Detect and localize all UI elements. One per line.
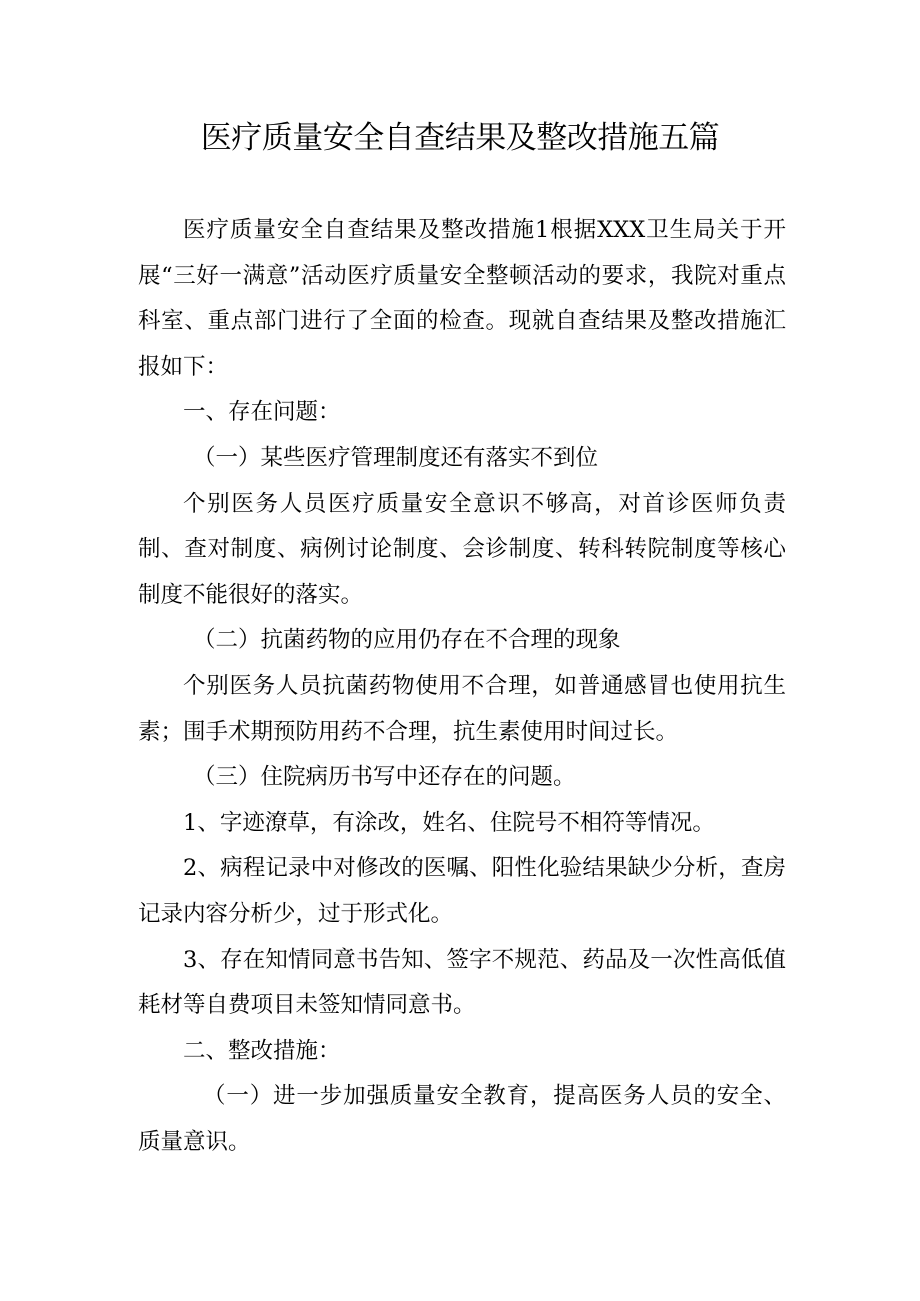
list-item-3: 3、存在知情同意书告知、签字不规范、药品及一次性高低值耗材等自费项目未签知情同意书。 <box>138 946 786 1019</box>
subheading-antibiotics: （二）抗菌药物的应用仍存在不合理的现象 <box>193 627 621 654</box>
subheading-records: （三）住院病历书写中还存在的问题。 <box>193 764 576 791</box>
list-item-2: 2、病程记录中对修改的医嘱、阳性化验结果缺少分析，查房记录内容分析少，过于形式化。 <box>138 855 786 927</box>
list-item-1: 1、字迹潦草，有涂改，姓名、住院号不相符等情况。 <box>183 809 715 836</box>
paragraph-antibiotics: 个别医务人员抗菌药物使用不合理，如普通感冒也使用抗生素；围手术期预防用药不合理，抗生素使用时间过长。 <box>138 672 786 745</box>
paragraph-management: 个别医务人员医疗质量安全意识不够高，对首诊医师负责制、查对制度、病例讨论制度、会诊制度、转科转院制度等核心制度不能很好的落实。 <box>138 490 786 608</box>
section-heading-problems: 一、存在问题： <box>183 399 341 426</box>
paragraph-intro: 医疗质量安全自查结果及整改措施1根据XXX卫生局关于开展“三好一满意”活动医疗质量安全整顿活动的要求，我院对重点科室、重点部门进行了全面的检查。现就自查结果及整改措施汇报如下： <box>138 217 786 380</box>
document-body <box>138 208 786 1165</box>
section-heading-measures: 二、整改措施： <box>183 1037 341 1064</box>
subheading-management: （一）某些医疗管理制度还有落实不到位 <box>193 444 599 471</box>
subheading-education: （一）进一步加强质量安全教育，提高医务人员的安全、质量意识。 <box>138 1083 786 1155</box>
document-title: 医疗质量安全自查结果及整改措施五篇 <box>200 120 720 156</box>
